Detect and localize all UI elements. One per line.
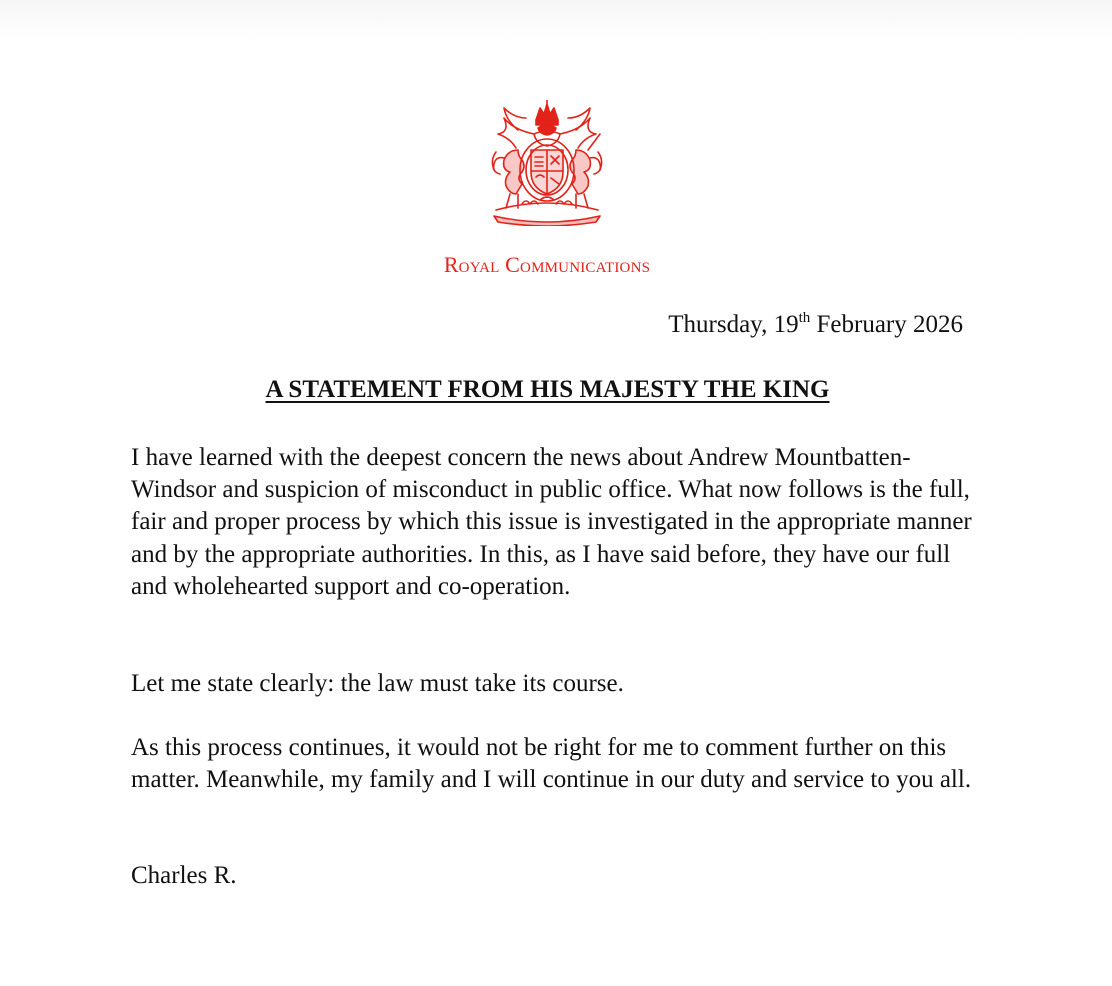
- statement-title: A STATEMENT FROM HIS MAJESTY THE KING: [265, 376, 830, 403]
- date-month-year: February 2026: [810, 311, 963, 338]
- organization-name: Royal Communications: [443, 252, 651, 277]
- date-ordinal-suffix: th: [798, 310, 811, 326]
- royal-coat-of-arms-icon: [478, 100, 616, 226]
- statement-paragraph-2: Let me state clearly: the law must take its course.: [131, 670, 624, 697]
- date-weekday-day: Thursday, 19: [668, 311, 799, 338]
- statement-date: [668, 311, 963, 339]
- statement-paragraph-1: I have learned with the deepest concern the news about Andrew Mountbatten-Windsor and suspicion of misconduct in public office. What now follows is the full, fair and proper process by which this issue is investigated in the appropriate manner and by the appropriate authorities. In this, as I have said before, they have our full and wholehearted support and co-operation.: [131, 444, 972, 600]
- statement-paragraph-3: As this process continues, it would not be right for me to comment further on this matter. Meanwhile, my family and I will continue in our duty and service to you all.: [131, 734, 972, 794]
- signature: Charles R.: [131, 862, 237, 889]
